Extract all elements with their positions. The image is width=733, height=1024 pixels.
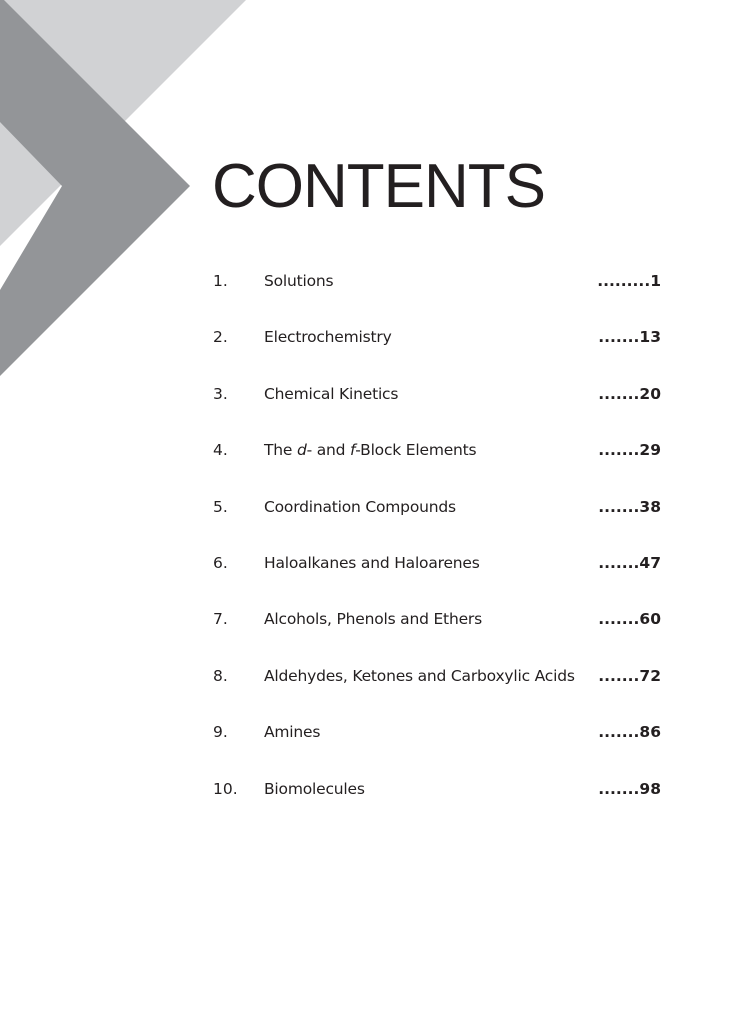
toc-entry [213,319,661,375]
chapter-title-italic: d [296,441,307,460]
page-number: .........1 [597,272,661,290]
toc-entry [213,545,661,601]
toc-entry [213,376,661,432]
chapter-title: Amines [264,723,321,742]
page-number: .......60 [598,610,661,629]
table-of-contents [213,263,661,827]
chapter-title-italic: f [350,441,356,460]
toc-entry [213,658,661,714]
toc-entry [213,601,661,657]
chapter-title: Haloalkanes and Haloarenes [264,553,480,572]
chapter-number: 5. [213,497,228,516]
chapter-number: 1. [213,272,228,290]
page-number: .......38 [598,497,661,516]
chapter-number: 6. [213,553,228,572]
chapter-title-text: The [264,441,297,460]
chapter-number: 9. [213,723,228,742]
chapter-number: 7. [213,610,228,629]
chapter-title: Alcohols, Phenols and Ethers [264,610,482,629]
chapter-number: 8. [213,666,228,685]
chapter-title: Coordination Compounds [264,497,456,516]
page-title: CONTENTS [212,152,545,221]
chapter-title-text: - and [306,441,351,460]
toc-entry [213,489,661,545]
toc-entry [213,771,661,827]
chapter-number: 2. [213,328,228,347]
toc-entry [213,714,661,770]
chapter-number: 10. [213,779,238,798]
chapter-number: 4. [213,441,228,460]
page-number: .......98 [598,779,661,798]
chapter-title: Aldehydes, Ketones and Carboxylic Acids [264,666,575,685]
chapter-title: Chemical Kinetics [264,384,399,403]
chapter-title [264,441,476,459]
page-number: .......13 [598,328,661,347]
toc-entry [213,263,661,319]
page-number: .......20 [598,384,661,403]
chapter-title: Biomolecules [264,779,365,798]
page-number: .......29 [598,441,661,460]
chapter-number: 3. [213,384,228,403]
chapter-title: Solutions [264,272,334,290]
chapter-title-text: -Block Elements [355,441,477,460]
chapter-title: Electrochemistry [264,328,392,347]
page-number: .......86 [598,723,661,742]
page-number: .......72 [598,666,661,685]
page-number: .......47 [598,553,661,572]
toc-entry [213,432,661,488]
